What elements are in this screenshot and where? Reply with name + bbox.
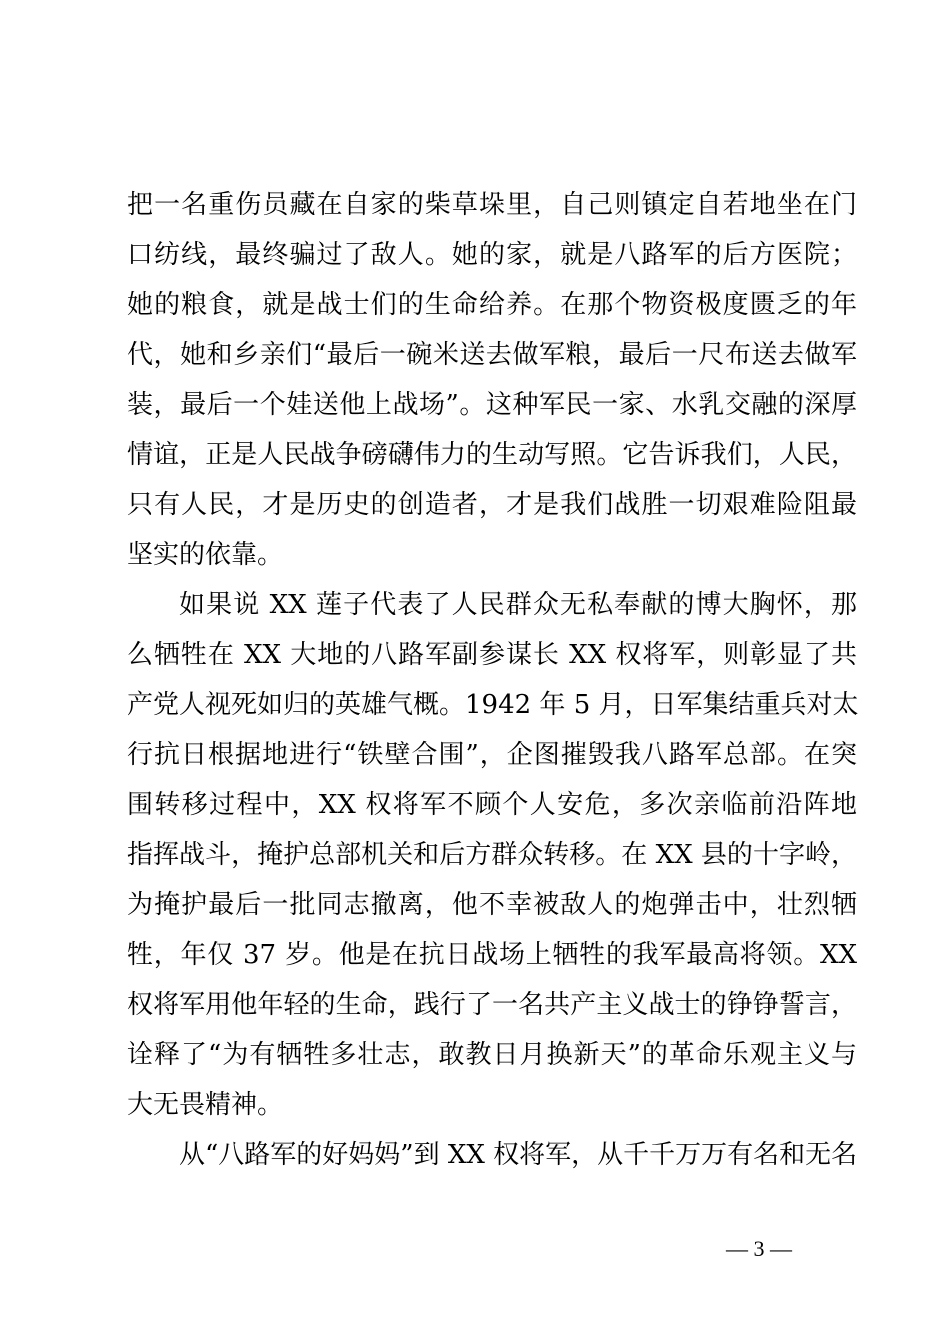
text-line: 口纺线，最终骗过了敌人。她的家，就是八路军的后方医院；: [127, 240, 857, 270]
paragraph: [127, 1130, 857, 1180]
paragraph: [127, 180, 857, 580]
text-line: 牲，年仅 37 岁。他是在抗日战场上牺牲的我军最高将领。XX: [127, 940, 857, 970]
text-line: 坚实的依靠。: [127, 540, 284, 570]
text-line: 大无畏精神。: [127, 1090, 284, 1120]
text-line: 从“八路军的好妈妈”到 XX 权将军，从千千万万有名和无名: [179, 1140, 858, 1170]
page-body: [127, 180, 857, 1180]
text-line: 把一名重伤员藏在自家的柴草垛里，自己则镇定自若地坐在门: [127, 190, 857, 220]
text-line: 只有人民，才是历史的创造者，才是我们战胜一切艰难险阻最: [127, 490, 857, 520]
text-line: 装，最后一个娃送他上战场”。这种军民一家、水乳交融的深厚: [127, 390, 857, 420]
paragraph: [127, 580, 857, 1130]
text-line: 产党人视死如归的英雄气概。1942 年 5 月，日军集结重兵对太: [127, 690, 859, 720]
page-number: — 3 —: [726, 1236, 792, 1261]
text-line: 指挥战斗，掩护总部机关和后方群众转移。在 XX 县的十字岭，: [127, 840, 857, 870]
text-line: 她的粮食，就是战士们的生命给养。在那个物资极度匮乏的年: [127, 290, 857, 320]
text-line: 情谊，正是人民战争磅礴伟力的生动写照。它告诉我们，人民，: [127, 440, 857, 470]
text-line: 代，她和乡亲们“最后一碗米送去做军粮，最后一尺布送去做军: [127, 340, 857, 370]
text-line: 行抗日根据地进行“铁壁合围”，企图摧毁我八路军总部。在突: [127, 740, 857, 770]
text-line: 围转移过程中，XX 权将军不顾个人安危，多次亲临前沿阵地: [127, 790, 857, 820]
text-line: 权将军用他年轻的生命，践行了一名共产主义战士的铮铮誓言，: [127, 990, 857, 1020]
text-line: 诠释了“为有牺牲多壮志，敢教日月换新天”的革命乐观主义与: [127, 1040, 857, 1070]
text-line: 如果说 XX 莲子代表了人民群众无私奉献的博大胸怀，那: [179, 590, 857, 620]
text-line: 为掩护最后一批同志撤离，他不幸被敌人的炮弹击中，壮烈牺: [127, 890, 857, 920]
text-line: 么牺牲在 XX 大地的八路军副参谋长 XX 权将军，则彰显了共: [127, 640, 857, 670]
